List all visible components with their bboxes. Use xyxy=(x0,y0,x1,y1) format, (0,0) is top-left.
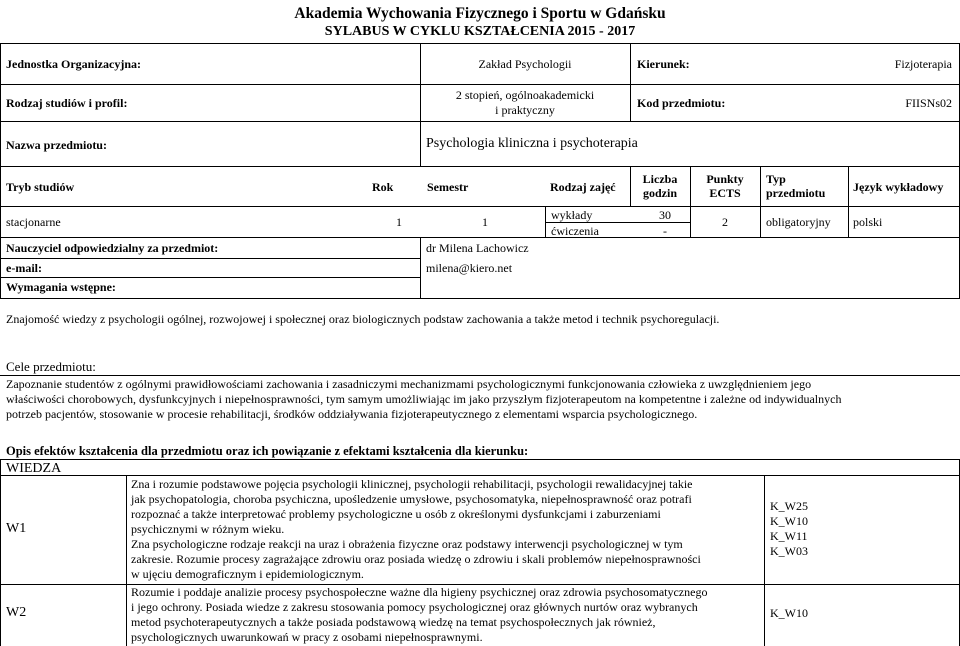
kind-header-line2: przedmiotu xyxy=(766,186,826,200)
study-type-value-line1: 2 stopień, ogólnoakademicki xyxy=(455,88,595,102)
goals-line: Zapoznanie studentów z ogólnymi prawidłowościami zachowania i zasadniczymi mechanizmami psychologicznymi funkcjonowania człowieka z uwzględnieniem jego xyxy=(6,377,812,391)
outcome-line: w ujęciu demograficznym i epidemiologicznym. xyxy=(131,567,364,581)
hours-exercises: - xyxy=(663,224,667,238)
outcome-code: K_W03 xyxy=(770,544,808,558)
ects-header-line2: ECTS xyxy=(709,186,741,200)
course-name-label: Nazwa przedmiotu: xyxy=(6,138,107,152)
hours-header-line1: Liczba xyxy=(642,172,678,186)
table-border xyxy=(0,166,960,167)
institution-title: Akademia Wychowania Fizycznego i Sportu w Gdańsku xyxy=(294,5,666,22)
year-header: Rok xyxy=(372,180,394,194)
outcome-code: K_W11 xyxy=(770,529,808,543)
table-border xyxy=(0,277,420,278)
outcome-line: metod psychoterapeutycznych a także posiada podstawową wiedzę na temat psychospołecznych jak również, xyxy=(131,615,656,629)
direction-label: Kierunek: xyxy=(637,57,690,71)
goals-divider xyxy=(0,375,960,376)
language-value: polski xyxy=(853,215,883,229)
class-lectures: wykłady xyxy=(551,208,593,222)
table-border xyxy=(0,206,960,207)
table-border xyxy=(848,166,849,237)
outcome-code: K_W25 xyxy=(770,499,808,513)
kind-value: obligatoryjny xyxy=(766,215,831,229)
goals-label: Cele przedmiotu: xyxy=(6,359,96,374)
goals-line: właściwości chorobowych, dysfunkcyjnych i niepełnosprawności, tym samym umożliwiając im jako przyszłym fizjoterapeutom na kompetentne i zależne od indywidualnych xyxy=(6,392,842,406)
hours-header-line2: godzin xyxy=(642,186,677,200)
mode-value: stacjonarne xyxy=(6,215,61,229)
outcome-line: psychicznymi w różnym wieku. xyxy=(131,522,285,536)
knowledge-section-label: WIEDZA xyxy=(6,461,62,476)
table-border xyxy=(420,237,421,298)
course-code-label: Kod przedmiotu: xyxy=(637,96,726,110)
table-border xyxy=(0,237,960,238)
outcome-line: i jego ochrony. Posiada wiedze z zakresu stosowania pomocy psychologicznej oraz głównych nurtów oraz wybranych xyxy=(131,600,698,614)
course-name-value: Psychologia kliniczna i psychoterapia xyxy=(426,136,638,151)
ects-header-line1: Punkty xyxy=(706,172,744,186)
table-border xyxy=(0,459,960,460)
goals-line: potrzeb pacjentów, stosowanie w procesie rehabilitacji, środków oddziaływania fizjoterapeutycznego z elementami wsparcia psychologicznego. xyxy=(6,407,698,421)
mode-header: Tryb studiów xyxy=(6,180,75,194)
outcome-code: K_W10 xyxy=(770,606,808,620)
language-header: Język wykładowy xyxy=(853,180,944,194)
kind-header-line1: Typ xyxy=(766,172,786,186)
unit-label: Jednostka Organizacyjna: xyxy=(6,57,141,71)
course-code-value: FIISNs02 xyxy=(905,96,952,110)
class-type-header: Rodzaj zajęć xyxy=(550,180,616,194)
outcome-line: zakresie. Rozumie procesy zagrażające zdrowiu oraz posiada wiedzę o zdrowiu i skali problemów niepełnosprawności xyxy=(131,552,701,566)
study-type-label: Rodzaj studiów i profil: xyxy=(6,96,128,110)
table-border xyxy=(0,258,420,259)
outcome-id-w2: W2 xyxy=(6,605,27,620)
outcome-line: psychologicznych uwarunkowań w pracy z osobami niepełnosprawnymi. xyxy=(131,630,483,644)
year-value: 1 xyxy=(396,215,402,229)
table-border xyxy=(0,43,960,44)
email-label: e-mail: xyxy=(6,261,42,275)
teacher-value: dr Milena Lachowicz xyxy=(426,241,529,255)
semester-header: Semestr xyxy=(427,180,469,194)
teacher-label: Nauczyciel odpowiedzialny za przedmiot: xyxy=(6,241,219,255)
table-border xyxy=(0,475,960,476)
hours-lectures: 30 xyxy=(659,208,671,222)
outcome-line: Zna psychologiczne rodzaje reakcji na uraz i obrażenia fizyczne oraz podstawy interwencji psychologicznej w tym xyxy=(131,537,683,551)
table-border xyxy=(630,43,631,121)
table-border xyxy=(126,475,127,646)
email-value: milena@kiero.net xyxy=(426,261,513,275)
outcome-id-w1: W1 xyxy=(6,521,27,536)
ects-value: 2 xyxy=(722,215,728,229)
table-border xyxy=(760,166,761,237)
outcome-line: Zna i rozumie podstawowe pojęcia psychologii klinicznej, psychologii rehabilitacji, psychologii rewalidacyjnej takie xyxy=(131,477,693,491)
outcome-line: Rozumie i poddaje analizie procesy psychospołeczne ważne dla higieny psychicznej oraz zdrowia psychosomatycznego xyxy=(131,585,708,599)
prerequisites-label: Wymagania wstępne: xyxy=(6,280,116,294)
table-border xyxy=(0,459,1,646)
class-exercises: ćwiczenia xyxy=(551,224,599,238)
outcomes-heading: Opis efektów kształcenia dla przedmiotu oraz ich powiązanie z efektami kształcenia dla kierunku: xyxy=(6,444,529,458)
outcome-line: rozpoznać a także interpretować problemy psychologiczne u osób z określonymi dysfunkcjami i zaburzeniami xyxy=(131,507,661,521)
table-border xyxy=(0,84,960,85)
outcome-line: jak psychopatologia, choroba psychiczna, upośledzenie umysłowe, psychosomatyka, niepełnosprawność oraz potrafi xyxy=(131,492,692,506)
outcome-code: K_W10 xyxy=(770,514,808,528)
table-border xyxy=(764,475,765,646)
table-border xyxy=(545,206,546,237)
syllabus-subtitle: SYLABUS W CYKLU KSZTAŁCENIA 2015 - 2017 xyxy=(324,24,636,39)
study-type-value-line2: i praktyczny xyxy=(495,103,555,117)
prerequisites-text: Znajomość wiedzy z psychologii ogólnej, rozwojowej i społecznej oraz biologicznych podstaw zachowania a także metod i technik psychoregulacji. xyxy=(6,312,720,326)
table-border xyxy=(0,121,960,122)
semester-value: 1 xyxy=(482,215,488,229)
table-border xyxy=(0,298,960,299)
direction-value: Fizjoterapia xyxy=(894,57,952,71)
unit-value: Zakład Psychologii xyxy=(478,57,572,71)
table-border xyxy=(0,43,1,298)
